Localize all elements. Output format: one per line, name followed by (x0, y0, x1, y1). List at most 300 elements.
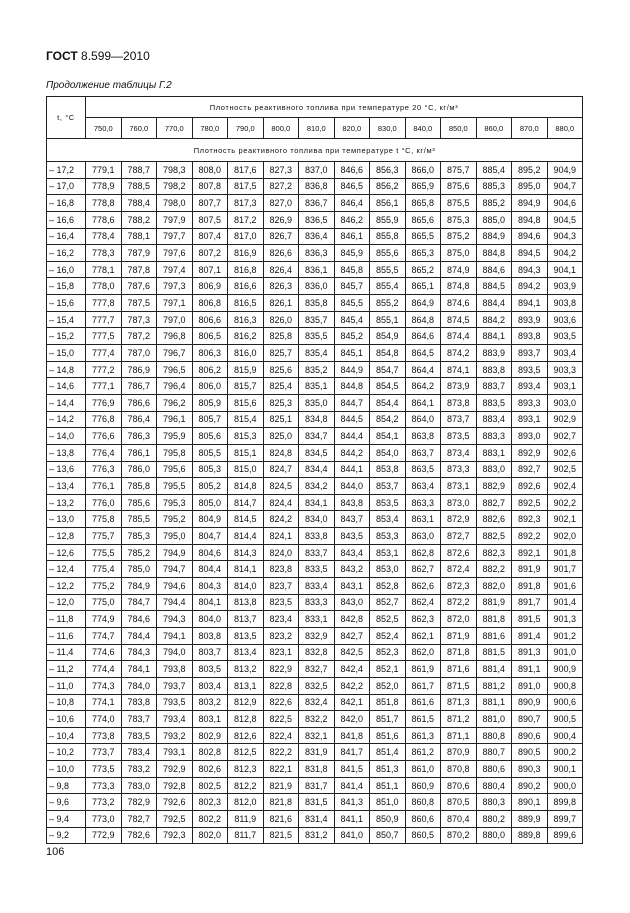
temperature-cell: – 12,6 (47, 544, 86, 561)
density-cell: 890,3 (512, 761, 548, 778)
table-row (47, 494, 583, 511)
density-cell: 833,3 (299, 594, 335, 611)
density-cell: 798,2 (157, 178, 193, 195)
table-row (47, 661, 583, 678)
density-cell: 823,8 (263, 561, 299, 578)
density-cell: 852,4 (370, 627, 406, 644)
table-row (47, 261, 583, 278)
density-cell: 874,5 (441, 311, 477, 328)
table-row (47, 178, 583, 195)
density-cell: 777,7 (86, 311, 122, 328)
temperature-cell: – 10,4 (47, 727, 86, 744)
density-cell: 787,2 (121, 328, 157, 345)
density-cell: 893,9 (512, 311, 548, 328)
density-cell: 776,1 (86, 478, 122, 495)
density-cell: 777,5 (86, 328, 122, 345)
density-cell: 826,6 (263, 245, 299, 262)
density-cell: 831,7 (299, 777, 335, 794)
density-cell: 845,8 (334, 261, 370, 278)
density-cell: 853,5 (370, 494, 406, 511)
density-cell: 834,8 (299, 411, 335, 428)
density-cell: 871,1 (441, 727, 477, 744)
density-cell: 816,2 (228, 328, 264, 345)
density-cell: 891,5 (512, 611, 548, 628)
density-cell: 901,8 (547, 544, 583, 561)
temperature-cell: – 14,2 (47, 411, 86, 428)
density-cell: 889,8 (512, 827, 548, 844)
density-cell: 843,5 (334, 528, 370, 545)
density-cell: 843,2 (334, 561, 370, 578)
density-cell: 853,7 (370, 478, 406, 495)
density-cell: 792,6 (157, 794, 193, 811)
column-header: 810,0 (299, 118, 335, 139)
density-cell: 894,9 (512, 195, 548, 212)
density-cell: 865,3 (405, 245, 441, 262)
temperature-cell: – 14,8 (47, 361, 86, 378)
density-cell: 814,7 (228, 494, 264, 511)
density-cell: 862,8 (405, 544, 441, 561)
density-cell: 901,2 (547, 627, 583, 644)
density-cell: 831,8 (299, 761, 335, 778)
density-cell: 788,2 (121, 211, 157, 228)
density-cell: 783,5 (121, 727, 157, 744)
density-cell: 845,2 (334, 328, 370, 345)
density-cell: 890,2 (512, 777, 548, 794)
density-cell: 786,9 (121, 361, 157, 378)
density-cell: 836,3 (299, 245, 335, 262)
density-cell: 904,5 (547, 211, 583, 228)
density-cell: 860,8 (405, 794, 441, 811)
density-cell: 904,2 (547, 245, 583, 262)
density-cell: 864,9 (405, 295, 441, 312)
density-cell: 774,4 (86, 661, 122, 678)
temperature-cell: – 13,8 (47, 444, 86, 461)
density-cell: 812,6 (228, 727, 264, 744)
density-cell: 784,3 (121, 644, 157, 661)
table-row (47, 278, 583, 295)
density-cell: 825,1 (263, 411, 299, 428)
density-cell: 836,7 (299, 195, 335, 212)
table-row (47, 345, 583, 362)
density-cell: 803,4 (192, 677, 228, 694)
density-cell: 783,0 (121, 777, 157, 794)
temperature-cell: – 9,6 (47, 794, 86, 811)
density-cell: 871,9 (441, 627, 477, 644)
density-cell: 841,0 (334, 827, 370, 844)
density-cell: 824,2 (263, 511, 299, 528)
density-cell: 786,0 (121, 461, 157, 478)
density-cell: 795,6 (157, 461, 193, 478)
density-cell: 902,5 (547, 461, 583, 478)
density-cell: 813,8 (228, 594, 264, 611)
density-cell: 796,1 (157, 411, 193, 428)
density-cell: 883,9 (476, 345, 512, 362)
density-cell: 772,9 (86, 827, 122, 844)
density-cell: 817,6 (228, 162, 264, 179)
temperature-cell: – 15,0 (47, 345, 86, 362)
density-cell: 870,2 (441, 827, 477, 844)
density-cell: 778,4 (86, 228, 122, 245)
density-cell: 796,7 (157, 345, 193, 362)
density-cell: 794,0 (157, 644, 193, 661)
density-cell: 805,9 (192, 394, 228, 411)
density-cell: 903,0 (547, 394, 583, 411)
density-cell: 841,7 (334, 744, 370, 761)
density-cell: 778,8 (86, 195, 122, 212)
density-cell: 893,3 (512, 394, 548, 411)
density-cell: 891,7 (512, 594, 548, 611)
density-cell: 794,9 (157, 544, 193, 561)
density-cell: 786,4 (121, 411, 157, 428)
table-row (47, 361, 583, 378)
density-cell: 826,7 (263, 228, 299, 245)
density-cell: 841,4 (334, 777, 370, 794)
density-cell: 884,4 (476, 295, 512, 312)
density-cell: 831,9 (299, 744, 335, 761)
density-cell: 854,1 (370, 428, 406, 445)
density-cell: 806,3 (192, 345, 228, 362)
density-cell: 822,1 (263, 761, 299, 778)
density-cell: 814,0 (228, 578, 264, 595)
table-row (47, 378, 583, 395)
density-cell: 890,6 (512, 727, 548, 744)
density-cell: 844,2 (334, 444, 370, 461)
density-cell: 844,7 (334, 394, 370, 411)
density-cell: 836,8 (299, 178, 335, 195)
density-cell: 841,3 (334, 794, 370, 811)
temperature-cell: – 12,0 (47, 594, 86, 611)
density-cell: 865,5 (405, 228, 441, 245)
density-cell: 816,5 (228, 295, 264, 312)
density-cell: 827,3 (263, 162, 299, 179)
density-cell: 893,4 (512, 378, 548, 395)
density-cell: 882,2 (476, 561, 512, 578)
density-cell: 884,8 (476, 245, 512, 262)
temperature-cell: – 9,2 (47, 827, 86, 844)
density-cell: 891,9 (512, 561, 548, 578)
density-cell: 856,1 (370, 195, 406, 212)
density-cell: 870,9 (441, 744, 477, 761)
density-cell: 825,3 (263, 394, 299, 411)
density-cell: 794,1 (157, 627, 193, 644)
density-cell: 787,0 (121, 345, 157, 362)
density-cell: 807,1 (192, 261, 228, 278)
density-cell: 891,8 (512, 578, 548, 595)
density-cell: 845,7 (334, 278, 370, 295)
density-cell: 882,5 (476, 528, 512, 545)
density-cell: 881,1 (476, 694, 512, 711)
density-cell: 784,7 (121, 594, 157, 611)
density-cell: 794,6 (157, 578, 193, 595)
density-cell: 804,6 (192, 544, 228, 561)
density-cell: 904,7 (547, 178, 583, 195)
density-cell: 826,0 (263, 311, 299, 328)
density-cell: 833,5 (299, 561, 335, 578)
table-row (47, 711, 583, 728)
table-row (47, 311, 583, 328)
density-cell: 832,1 (299, 727, 335, 744)
density-cell: 843,8 (334, 494, 370, 511)
density-cell: 881,9 (476, 594, 512, 611)
density-cell: 774,0 (86, 711, 122, 728)
density-cell: 850,7 (370, 827, 406, 844)
density-cell: 824,4 (263, 494, 299, 511)
density-cell: 880,7 (476, 744, 512, 761)
density-cell: 863,4 (405, 478, 441, 495)
density-cell: 815,3 (228, 428, 264, 445)
temperature-cell: – 14,4 (47, 394, 86, 411)
density-cell: 880,8 (476, 727, 512, 744)
density-cell: 900,5 (547, 711, 583, 728)
table-row (47, 511, 583, 528)
table-row (47, 694, 583, 711)
density-cell: 881,0 (476, 711, 512, 728)
density-cell: 861,2 (405, 744, 441, 761)
density-cell: 776,9 (86, 394, 122, 411)
density-cell: 864,1 (405, 394, 441, 411)
density-cell: 812,2 (228, 777, 264, 794)
density-cell: 882,3 (476, 544, 512, 561)
density-cell: 784,1 (121, 661, 157, 678)
temperature-cell: – 12,8 (47, 528, 86, 545)
density-cell: 804,1 (192, 594, 228, 611)
density-cell: 844,5 (334, 411, 370, 428)
density-cell: 805,2 (192, 478, 228, 495)
density-cell: 844,8 (334, 378, 370, 395)
density-cell: 854,0 (370, 444, 406, 461)
density-cell: 821,9 (263, 777, 299, 794)
density-cell: 822,8 (263, 677, 299, 694)
column-header: 850,0 (441, 118, 477, 139)
density-cell: 835,0 (299, 394, 335, 411)
density-cell: 833,8 (299, 528, 335, 545)
density-cell: 783,4 (121, 744, 157, 761)
density-cell: 861,9 (405, 661, 441, 678)
density-cell: 865,6 (405, 211, 441, 228)
density-cell: 812,9 (228, 694, 264, 711)
density-cell: 779,1 (86, 162, 122, 179)
density-cell: 788,7 (121, 162, 157, 179)
density-cell: 861,6 (405, 694, 441, 711)
density-cell: 871,5 (441, 677, 477, 694)
density-cell: 803,7 (192, 644, 228, 661)
density-cell: 853,1 (370, 544, 406, 561)
density-cell: 796,2 (157, 394, 193, 411)
temperature-cell: – 12,4 (47, 561, 86, 578)
density-cell: 846,5 (334, 178, 370, 195)
density-cell: 864,6 (405, 328, 441, 345)
density-cell: 826,4 (263, 261, 299, 278)
density-cell: 845,4 (334, 311, 370, 328)
temperature-cell: – 15,2 (47, 328, 86, 345)
density-cell: 785,2 (121, 544, 157, 561)
density-cell: 811,7 (228, 827, 264, 844)
density-cell: 822,5 (263, 711, 299, 728)
density-cell: 808,0 (192, 162, 228, 179)
temperature-cell: – 10,6 (47, 711, 86, 728)
density-cell: 874,1 (441, 361, 477, 378)
density-cell: 846,1 (334, 228, 370, 245)
column-header: 840,0 (405, 118, 441, 139)
density-cell: 795,8 (157, 444, 193, 461)
density-cell: 806,6 (192, 311, 228, 328)
density-cell: 861,3 (405, 727, 441, 744)
density-cell: 815,9 (228, 361, 264, 378)
density-cell: 862,7 (405, 561, 441, 578)
density-cell: 827,0 (263, 195, 299, 212)
density-cell: 774,1 (86, 694, 122, 711)
density-cell: 895,2 (512, 162, 548, 179)
density-cell: 806,2 (192, 361, 228, 378)
density-cell: 773,8 (86, 727, 122, 744)
column-header: 750,0 (86, 118, 122, 139)
column-header: 790,0 (228, 118, 264, 139)
density-cell: 786,7 (121, 378, 157, 395)
density-cell: 803,2 (192, 694, 228, 711)
density-cell: 902,0 (547, 528, 583, 545)
density-cell: 864,8 (405, 311, 441, 328)
density-cell: 883,3 (476, 428, 512, 445)
density-cell: 776,3 (86, 461, 122, 478)
density-cell: 826,1 (263, 295, 299, 312)
density-cell: 900,1 (547, 761, 583, 778)
density-cell: 773,0 (86, 810, 122, 827)
density-cell: 822,2 (263, 744, 299, 761)
density-cell: 853,4 (370, 511, 406, 528)
density-cell: 823,4 (263, 611, 299, 628)
density-cell: 873,7 (441, 411, 477, 428)
standard-number: 8.599—2010 (81, 49, 150, 63)
density-cell: 796,4 (157, 378, 193, 395)
density-cell: 836,0 (299, 278, 335, 295)
density-cell: 881,8 (476, 611, 512, 628)
density-cell: 855,6 (370, 245, 406, 262)
density-cell: 846,6 (334, 162, 370, 179)
density-cell: 793,8 (157, 661, 193, 678)
density-cell: 778,1 (86, 261, 122, 278)
density-cell: 816,6 (228, 278, 264, 295)
density-cell: 787,8 (121, 261, 157, 278)
density-cell: 900,4 (547, 727, 583, 744)
density-cell: 873,9 (441, 378, 477, 395)
table-row (47, 195, 583, 212)
density-cell: 821,5 (263, 827, 299, 844)
density-cell: 796,5 (157, 361, 193, 378)
density-cell: 903,3 (547, 361, 583, 378)
density-cell: 901,3 (547, 611, 583, 628)
temperature-cell: – 11,8 (47, 611, 86, 628)
density-cell: 783,7 (121, 711, 157, 728)
density-cell: 863,7 (405, 444, 441, 461)
density-cell: 815,0 (228, 461, 264, 478)
density-cell: 871,2 (441, 711, 477, 728)
density-cell: 797,3 (157, 278, 193, 295)
density-cell: 862,6 (405, 578, 441, 595)
density-cell: 860,9 (405, 777, 441, 794)
temperature-cell: – 13,6 (47, 461, 86, 478)
density-cell: 835,5 (299, 328, 335, 345)
density-cell: 777,8 (86, 295, 122, 312)
density-cell: 903,1 (547, 378, 583, 395)
temperature-cell: – 16,8 (47, 195, 86, 212)
density-cell: 785,5 (121, 511, 157, 528)
density-cell: 812,8 (228, 711, 264, 728)
density-cell: 835,2 (299, 361, 335, 378)
density-cell: 863,1 (405, 511, 441, 528)
density-cell: 861,5 (405, 711, 441, 728)
density-cell: 855,2 (370, 295, 406, 312)
density-cell: 805,0 (192, 494, 228, 511)
density-cell: 903,9 (547, 278, 583, 295)
temperature-cell: – 13,2 (47, 494, 86, 511)
density-cell: 870,8 (441, 761, 477, 778)
density-cell: 802,8 (192, 744, 228, 761)
density-cell: 853,3 (370, 528, 406, 545)
density-cell: 843,7 (334, 511, 370, 528)
density-cell: 851,1 (370, 777, 406, 794)
density-cell: 803,8 (192, 627, 228, 644)
density-cell: 846,4 (334, 195, 370, 212)
density-cell: 852,7 (370, 594, 406, 611)
density-cell: 797,1 (157, 295, 193, 312)
density-cell: 786,6 (121, 394, 157, 411)
density-cell: 784,4 (121, 627, 157, 644)
density-cell: 864,0 (405, 411, 441, 428)
density-cell: 903,6 (547, 311, 583, 328)
density-cell: 901,0 (547, 644, 583, 661)
density-cell: 825,7 (263, 345, 299, 362)
density-cell: 884,9 (476, 228, 512, 245)
density-cell: 890,5 (512, 744, 548, 761)
density-cell: 816,8 (228, 261, 264, 278)
density-cell: 885,3 (476, 178, 512, 195)
table-row (47, 544, 583, 561)
density-cell: 812,5 (228, 744, 264, 761)
density-cell: 884,2 (476, 311, 512, 328)
density-cell: 834,4 (299, 461, 335, 478)
table-row (47, 211, 583, 228)
density-cell: 851,8 (370, 694, 406, 711)
table-row (47, 295, 583, 312)
temperature-cell: – 17,2 (47, 162, 86, 179)
density-cell: 846,2 (334, 211, 370, 228)
density-cell: 883,8 (476, 361, 512, 378)
density-cell: 862,1 (405, 627, 441, 644)
temperature-cell: – 15,6 (47, 295, 86, 312)
table-row (47, 528, 583, 545)
density-cell: 796,8 (157, 328, 193, 345)
density-cell: 833,7 (299, 544, 335, 561)
document-header (46, 49, 150, 63)
density-cell: 832,4 (299, 694, 335, 711)
density-cell: 883,0 (476, 461, 512, 478)
density-cell: 844,9 (334, 361, 370, 378)
density-cell: 785,6 (121, 494, 157, 511)
density-cell: 802,9 (192, 727, 228, 744)
density-cell: 794,7 (157, 561, 193, 578)
density-cell: 817,3 (228, 195, 264, 212)
density-cell: 899,6 (547, 827, 583, 844)
density-cell: 788,4 (121, 195, 157, 212)
density-cell: 813,4 (228, 644, 264, 661)
density-cell: 784,6 (121, 611, 157, 628)
density-cell: 806,0 (192, 378, 228, 395)
density-cell: 881,6 (476, 627, 512, 644)
density-cell: 902,2 (547, 494, 583, 511)
density-cell: 894,2 (512, 278, 548, 295)
temperature-cell: – 11,4 (47, 644, 86, 661)
density-cell: 845,1 (334, 345, 370, 362)
